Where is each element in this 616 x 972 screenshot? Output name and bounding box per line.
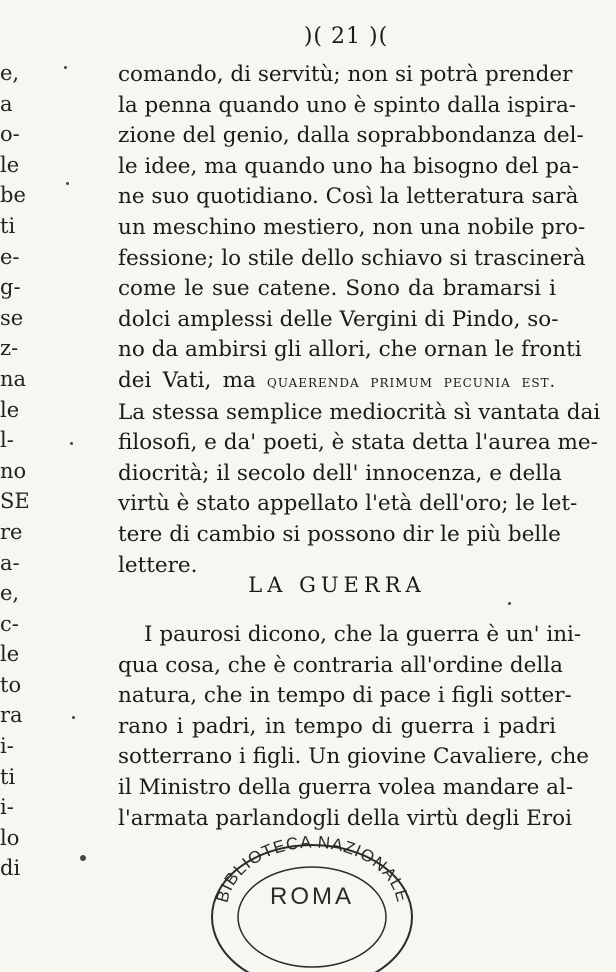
stamp-text: BIBLIOTECA NAZIONALE	[212, 832, 413, 905]
margin-fragment: na	[0, 366, 27, 391]
text-line: sotterrano i figli. Un giovine Cavaliere, che	[118, 744, 590, 770]
margin-fragment: l-	[0, 428, 14, 453]
text-line: l'armata parlandogli della virtù degli Eroi	[118, 805, 572, 831]
margin-fragment: z-	[0, 336, 19, 361]
text-line: zione del genio, dalla soprabbondanza del-	[118, 123, 584, 149]
text-line: no da ambirsi gli allori, che ornan le fronti	[118, 337, 582, 363]
text-line: comando, di servitù; non si potrà prender	[118, 62, 573, 87]
text-line: virtù è stato appellato l'età dell'oro; le let-	[118, 491, 578, 517]
text-line	[118, 366, 556, 398]
text-line: dolci amplessi delle Vergini di Pindo, so-	[118, 306, 559, 332]
margin-fragment: di	[0, 856, 21, 881]
margin-fragment: lo	[0, 825, 20, 850]
margin-fragment: e-	[0, 244, 20, 269]
margin-fragment: se	[0, 305, 24, 330]
margin-fragment: be	[0, 183, 26, 208]
text-line: qua cosa, che è contraria all'ordine della	[118, 652, 563, 678]
text-fragment: dei Vati, ma	[118, 367, 268, 393]
margin-fragment: e,	[0, 581, 20, 606]
text-line: la penna quando uno è spinto dalla ispira-	[118, 92, 577, 118]
margin-fragment: le	[0, 397, 20, 422]
text-line: diocrità; il secolo dell' innocenza, e della	[118, 460, 562, 486]
margin-fragment: no	[0, 458, 27, 483]
text-line: le idee, ma quando uno ha bisogno del pa-	[118, 153, 580, 179]
left-margin-fragments	[0, 58, 30, 884]
text-line: La stessa semplice mediocrità sì vantata dai	[118, 399, 601, 425]
margin-fragment: SE	[0, 489, 30, 514]
text-line: natura, che in tempo di pace i figli sotter-	[118, 683, 572, 709]
text-line: tere di cambio si possono dir le più belle	[118, 521, 561, 547]
text-block-1	[118, 60, 601, 581]
text-line: un meschino mestiero, non una nobile pro-	[118, 214, 586, 240]
margin-fragment: ra	[0, 703, 23, 728]
margin-fragment: i-	[0, 734, 14, 759]
margin-fragment: to	[0, 672, 22, 697]
text-block-2	[118, 620, 590, 834]
text-line: rano i padri, in tempo di guerra i padri	[118, 713, 556, 739]
margin-fragment: c-	[0, 611, 19, 636]
margin-fragment: i-	[0, 795, 14, 820]
section-heading: LA GUERRA	[248, 573, 426, 597]
margin-fragment: a-	[0, 550, 20, 575]
stamp-inner-text: ROMA	[270, 883, 354, 910]
text-line: fessione; lo stile dello schiavo si trascinerà	[118, 245, 586, 271]
text-line: il Ministro della guerra volea mandare al-	[118, 774, 574, 800]
text-line: ne suo quotidiano. Così la letteratura sarà	[118, 184, 579, 210]
margin-fragment: g-	[0, 275, 21, 300]
text-line: filosofi, e da' poeti, è stata detta l'aurea me-	[118, 430, 598, 456]
text-line: lettere.	[118, 552, 198, 578]
margin-fragment: re	[0, 519, 23, 544]
margin-fragment: e,	[0, 61, 20, 85]
margin-fragment: le	[0, 642, 20, 667]
text-line: come le sue catene. Sono da bramarsi i	[118, 276, 556, 302]
margin-fragment: o-	[0, 122, 20, 147]
margin-fragment: a	[0, 91, 13, 116]
margin-fragment: le	[0, 152, 20, 177]
library-stamp	[205, 832, 420, 972]
margin-fragment: ti	[0, 213, 16, 238]
text-line: I paurosi dicono, che la guerra è un' ini-	[144, 622, 582, 647]
latin-quote: quaerenda primum pecunia est.	[267, 371, 556, 392]
margin-fragment: ti	[0, 764, 16, 789]
page-number: )( 21 )(	[303, 24, 389, 49]
